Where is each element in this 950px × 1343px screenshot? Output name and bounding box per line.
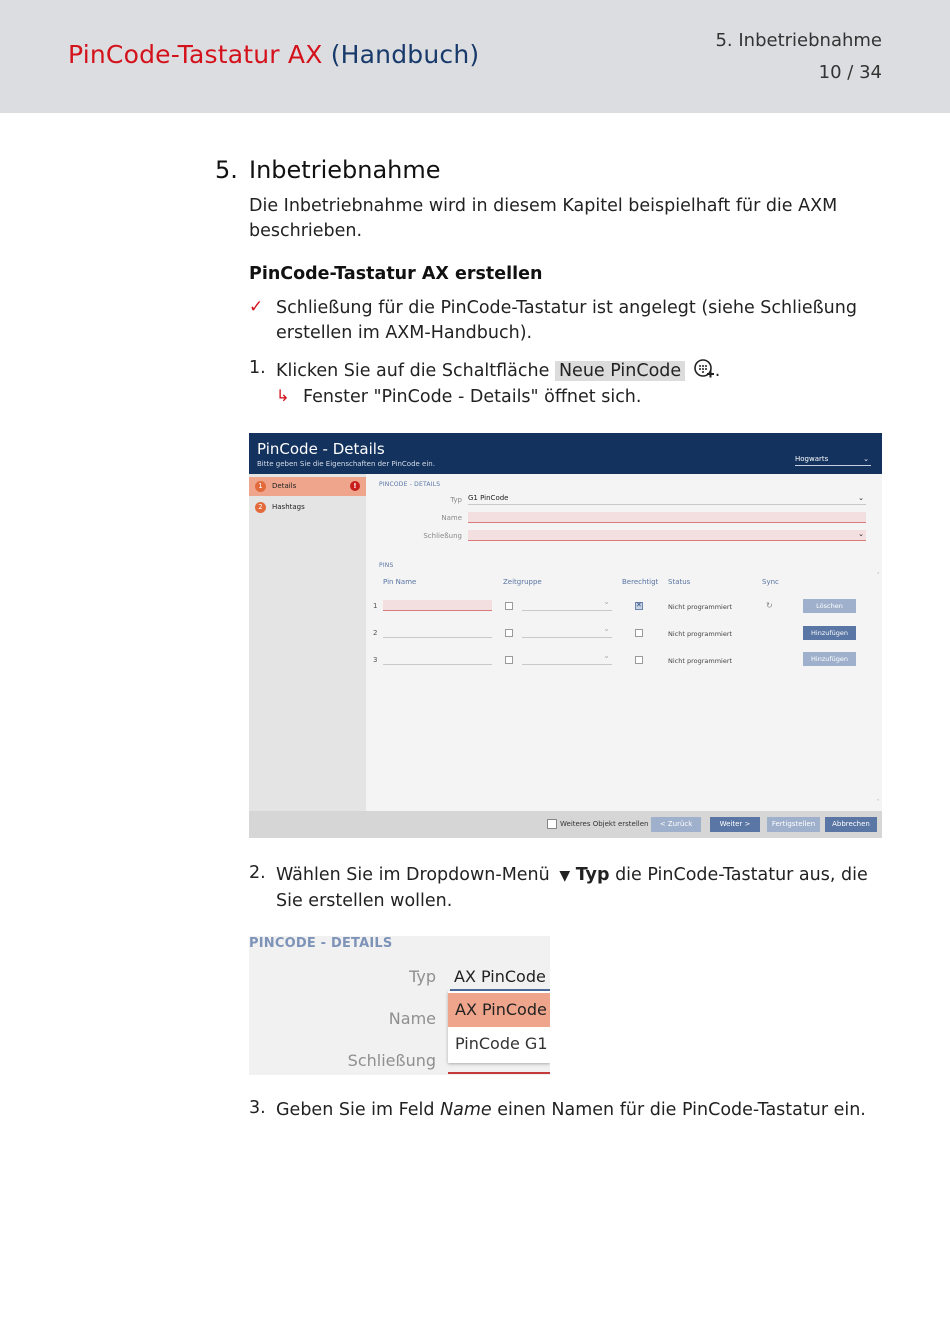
- name-label: Name: [441, 514, 462, 522]
- result-arrow-icon: ↳: [276, 386, 290, 405]
- berechtigt-checkbox[interactable]: [635, 656, 643, 664]
- step-3-text: Geben Sie im Feld: [276, 1100, 435, 1120]
- document-title-main: PinCode-Tastatur AX: [68, 40, 323, 69]
- pincode-details-screenshot: [249, 433, 882, 838]
- sync-icon[interactable]: ↻: [766, 601, 773, 610]
- step-1-number: 1.: [249, 358, 266, 378]
- precondition-line-1: Schließung für die PinCode-Tastatur ist angelegt (siehe Schließung: [276, 298, 857, 318]
- column-header-pin-name: Pin Name: [383, 578, 417, 586]
- section-label-details: PINCODE - DETAILS: [249, 936, 393, 951]
- zeitgruppe-checkbox[interactable]: [505, 656, 513, 664]
- system-select-value: Hogwarts: [795, 455, 829, 463]
- cancel-button[interactable]: Abbrechen: [825, 817, 877, 832]
- dialog-sidebar: [249, 474, 366, 811]
- typ-bold-ref: Typ: [575, 865, 610, 885]
- back-button[interactable]: < Zurück: [651, 817, 701, 832]
- option-ax-pincode[interactable]: AX PinCode: [448, 993, 550, 1027]
- step-1-end: .: [714, 361, 721, 381]
- name-label: Name: [388, 1009, 436, 1028]
- scroll-up-icon[interactable]: ˆ: [876, 572, 880, 580]
- step-1-text: Klicken Sie auf die Schaltfläche: [276, 361, 550, 381]
- column-header-sync: Sync: [762, 578, 779, 586]
- pin-name-input[interactable]: [383, 627, 492, 638]
- next-button[interactable]: Weiter >: [710, 817, 760, 832]
- intro-paragraph: [249, 194, 837, 244]
- step-2: [276, 863, 876, 914]
- pin-name-input[interactable]: [383, 600, 492, 611]
- column-header-status: Status: [668, 578, 691, 586]
- document-title: [68, 40, 479, 69]
- schliessung-label: Schließung: [347, 1051, 436, 1070]
- pin-name-input[interactable]: [383, 654, 492, 665]
- zeitgruppe-checkbox[interactable]: [505, 602, 513, 610]
- schliessung-error-underline: [448, 1072, 550, 1074]
- dialog-title: PinCode - Details: [257, 440, 385, 458]
- step-3: [276, 1098, 886, 1123]
- berechtigt-checkbox[interactable]: [635, 602, 643, 610]
- neue-pincode-button-ref: Neue PinCode: [555, 361, 685, 381]
- zeitgruppe-checkbox[interactable]: [505, 629, 513, 637]
- name-input[interactable]: [468, 512, 866, 523]
- intro-line-2: beschrieben.: [249, 221, 363, 241]
- page-header: [0, 0, 950, 113]
- zeitgruppe-select[interactable]: [522, 627, 612, 638]
- dialog-subtitle: Bitte geben Sie die Eigenschaften der PinCode ein.: [257, 460, 435, 468]
- intro-line-1: Die Inbetriebnahme wird in diesem Kapitel beispielhaft für die AXM: [249, 196, 838, 216]
- row-number: 2: [373, 629, 378, 637]
- zeitgruppe-select[interactable]: [522, 600, 612, 611]
- berechtigt-checkbox[interactable]: [635, 629, 643, 637]
- precondition: [276, 296, 857, 346]
- schliessung-select[interactable]: [468, 530, 866, 541]
- loeschen-button[interactable]: Löschen: [803, 599, 856, 613]
- finish-button[interactable]: Fertigstellen: [767, 817, 820, 832]
- chevron-down-icon: ⌄: [863, 455, 869, 463]
- step-2-text-continued: die PinCode-Tastatur aus, die: [615, 865, 868, 885]
- step-badge: 1: [255, 481, 266, 492]
- typ-value: G1 PinCode: [468, 494, 509, 502]
- typ-dropdown-screenshot: [249, 936, 550, 1075]
- section-label-pins: PINS: [379, 562, 394, 569]
- section-title: Inbetriebnahme: [249, 156, 441, 184]
- step-2-line-2: Sie erstellen wollen.: [276, 891, 453, 911]
- section-heading: [215, 156, 441, 184]
- section-label-details: PINCODE - DETAILS: [379, 481, 441, 488]
- chevron-down-icon: ⌄: [858, 494, 864, 502]
- status-text: Nicht programmiert: [668, 603, 733, 611]
- hinzufuegen-button[interactable]: Hinzufügen: [803, 626, 856, 640]
- section-number: 5.: [215, 156, 238, 184]
- page-number: 10 / 34: [818, 62, 882, 83]
- sidebar-item-hashtags[interactable]: [249, 498, 366, 517]
- dropdown-triangle-icon: ▼: [559, 868, 571, 884]
- step-badge: 2: [255, 502, 266, 513]
- column-header-berechtigt: Berechtigt: [622, 578, 659, 586]
- dialog-main: [366, 474, 882, 811]
- step-2-text: Wählen Sie im Dropdown-Menü: [276, 865, 550, 885]
- schliessung-label: Schließung: [423, 532, 462, 540]
- dialog-footer: [249, 811, 882, 838]
- typ-label: Typ: [409, 967, 436, 986]
- step-1: [276, 358, 720, 388]
- system-select[interactable]: [795, 455, 871, 466]
- scroll-down-icon[interactable]: ˇ: [876, 799, 880, 807]
- new-pincode-icon: [693, 358, 715, 388]
- hinzufuegen-button[interactable]: Hinzufügen: [803, 652, 856, 666]
- checkmark-icon: ✓: [249, 297, 264, 317]
- typ-label: Typ: [450, 496, 462, 504]
- row-number: 1: [373, 602, 378, 610]
- typ-value[interactable]: AX PinCode: [454, 967, 546, 986]
- alert-icon: !: [350, 481, 360, 491]
- weiteres-objekt-label: Weiteres Objekt erstellen: [560, 820, 649, 828]
- weiteres-objekt-checkbox[interactable]: [547, 819, 557, 829]
- chevron-down-icon: ⌄: [858, 530, 864, 538]
- chapter-reference: 5. Inbetriebnahme: [715, 30, 882, 51]
- sidebar-item-details[interactable]: [249, 477, 366, 496]
- column-header-zeitgruppe: Zeitgruppe: [503, 578, 542, 586]
- row-number: 3: [373, 656, 378, 664]
- subheading: PinCode-Tastatur AX erstellen: [249, 264, 543, 284]
- option-pincode-g1[interactable]: PinCode G1: [455, 1034, 548, 1053]
- step-3-number: 3.: [249, 1098, 266, 1118]
- name-italic-ref: Name: [440, 1100, 492, 1120]
- sidebar-item-label: Hashtags: [272, 503, 305, 511]
- step-1-result: Fenster "PinCode - Details" öffnet sich.: [303, 387, 642, 407]
- sidebar-item-label: Details: [272, 482, 297, 490]
- typ-select[interactable]: [468, 494, 866, 505]
- step-2-number: 2.: [249, 863, 266, 883]
- dialog-header: [249, 433, 882, 474]
- step-3-text-continued: einen Namen für die PinCode-Tastatur ein.: [497, 1100, 866, 1120]
- document-title-suffix: (Handbuch): [330, 40, 480, 69]
- precondition-line-2: erstellen im AXM-Handbuch).: [276, 323, 533, 343]
- zeitgruppe-select[interactable]: [522, 654, 612, 665]
- status-text: Nicht programmiert: [668, 657, 733, 665]
- status-text: Nicht programmiert: [668, 630, 733, 638]
- typ-dropdown-menu: [448, 991, 550, 1063]
